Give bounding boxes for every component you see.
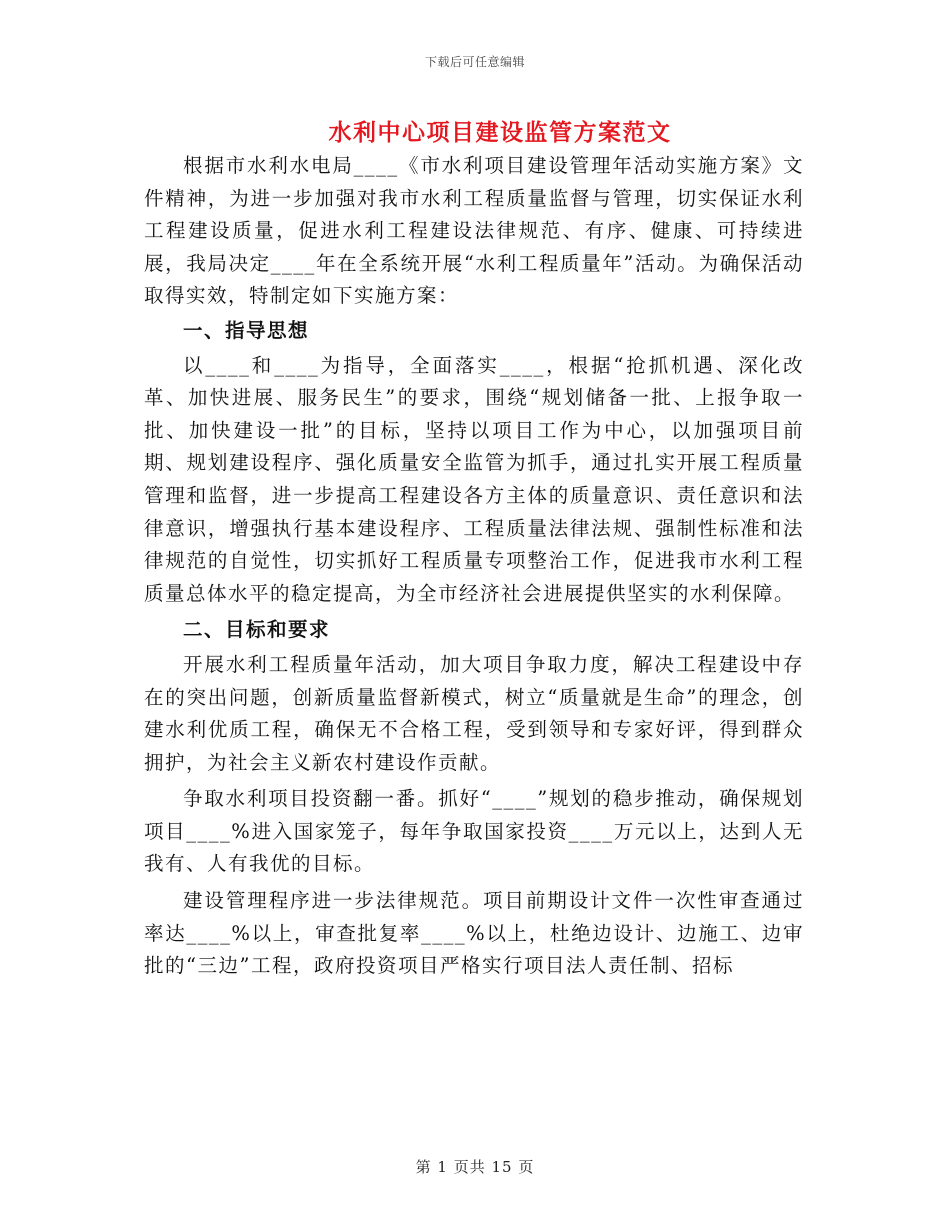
page-number-footer: 第 1 页共 15 页 (415, 1158, 535, 1176)
goals-paragraph-1: 开展水利工程质量年活动，加大项目争取力度，解决工程建设中存在的突出问题，创新质量监督新模式，树立“质量就是生命”的理念，创建水利优质工程，确保无不合格工程，受到领导和专家好评，得到群众拥护，为社会主义新农村建设作贡献。 (144, 652, 804, 774)
document-title: 水利中心项目建设监管方案范文 (328, 119, 672, 146)
intro-paragraph: 根据市水利水电局____《市水利项目建设管理年活动实施方案》文件精神，为进一步加强对我市水利工程质量监督与管理，切实保证水利工程建设质量，促进水利工程建设法律规范、有序、健康、可持续进展，我局决定____年在全系统开展“水利工程质量年”活动。为确保活动取得实效，特制定如下实施方案： (144, 154, 804, 308)
section-heading-goals: 二、目标和要求 (183, 618, 331, 642)
page-header-note: 下载后可任意编辑 (424, 55, 525, 69)
section-heading-guiding-ideology: 一、指导思想 (183, 318, 310, 342)
document-body (144, 150, 804, 983)
goals-paragraph-3: 建设管理程序进一步法律规范。项目前期设计文件一次性审查通过率达____%以上，审查批复率____%以上，杜绝边设计、边施工、边审批的“三边”工程，政府投资项目严格实行项目法人责任制、招标 (144, 889, 804, 978)
goals-paragraph-2: 争取水利项目投资翻一番。抓好“____”规划的稳步推动，确保规划项目____%进入国家笼子，每年争取国家投资____万元以上，达到人无我有、人有我优的目标。 (144, 787, 804, 876)
guiding-ideology-paragraph: 以____和____为指导，全面落实____，根据“抢抓机遇、深化改革、加快进展、服务民生”的要求，围绕“规划储备一批、上报争取一批、加快建设一批”的目标，坚持以项目工作为中心，以加强项目前期、规划建设程序、强化质量安全监管为抓手，通过扎实开展工程质量管理和监督，进一步提高工程建设各方主体的质量意识、责任意识和法律意识，增强执行基本建设程序、工程质量法律法规、强制性标准和法律规范的自觉性，切实抓好工程质量专项整治工作，促进我市水利工程质量总体水平的稳定提高，为全市经济社会进展提供坚实的水利保障。 (144, 353, 804, 605)
